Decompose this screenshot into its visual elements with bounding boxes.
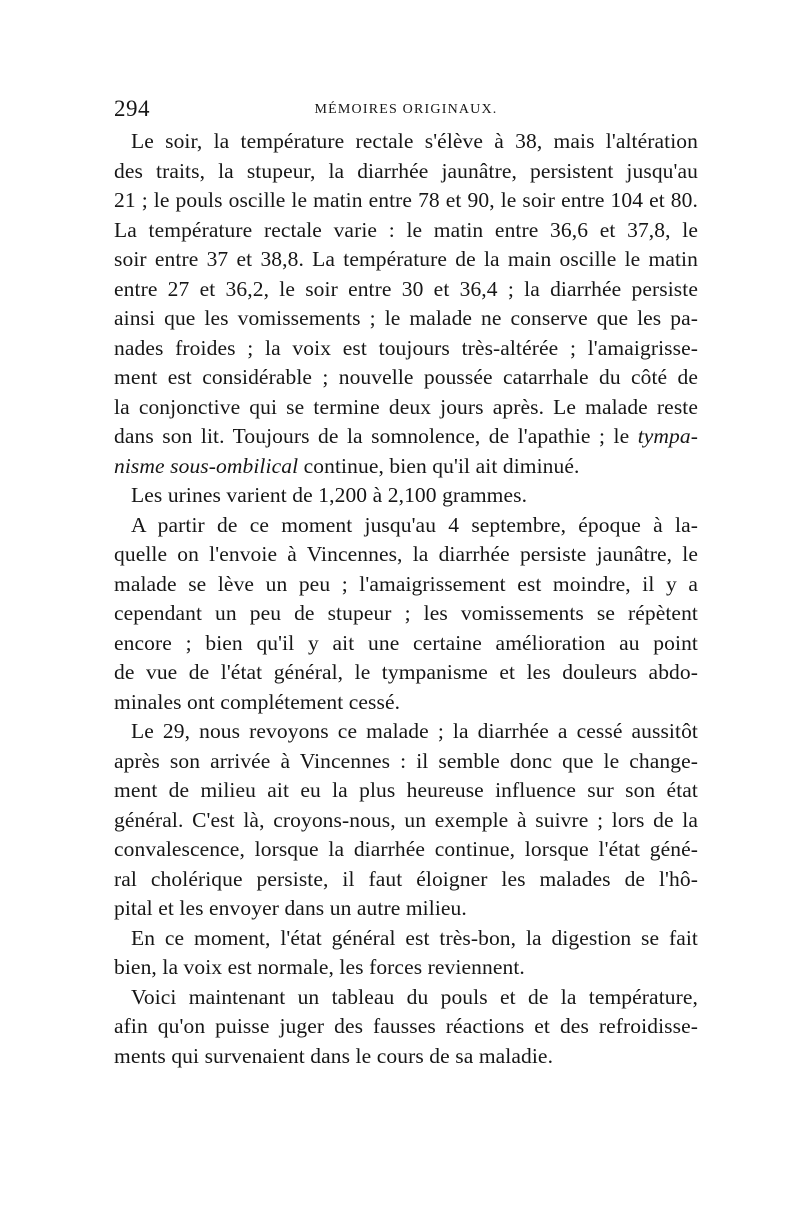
line-text: dans son lit. Toujours de la somnolence, de l'apathie ; le — [114, 424, 638, 448]
line-text: encore ; bien qu'il y ait une certaine amélioration au point — [114, 630, 698, 655]
paragraph — [114, 511, 698, 718]
text-line — [114, 688, 698, 718]
line-text: la conjonctive qui se termine deux jours après. Le malade reste — [114, 394, 698, 419]
text-line — [114, 481, 698, 511]
text-line — [114, 363, 698, 393]
text-line — [114, 540, 698, 570]
text-line — [114, 894, 698, 924]
line-text: 21 ; le pouls oscille le matin entre 78 et 90, le soir entre 104 et 80. — [114, 188, 698, 212]
text-line — [114, 570, 698, 600]
text-line — [114, 1012, 698, 1042]
text-line — [114, 629, 698, 659]
paragraph — [114, 127, 698, 481]
line-text: nades froides ; la voix est toujours très-altérée ; l'amaigrisse- — [114, 335, 698, 360]
italic-term: tympa- — [637, 424, 698, 448]
text-line — [114, 245, 698, 275]
line-text: entre 27 et 36,2, le soir entre 30 et 36,4 ; la diarrhée persiste — [114, 276, 698, 301]
text-line — [114, 747, 698, 777]
line-text: Le soir, la température rectale s'élève à 38, mais l'altération — [131, 129, 698, 153]
text-line — [114, 452, 698, 482]
text-line — [114, 806, 698, 836]
text-line — [114, 334, 698, 364]
paragraph — [114, 924, 698, 983]
line-text: malade se lève un peu ; l'amaigrissement est moindre, il y a — [114, 571, 698, 596]
text-line — [114, 924, 698, 954]
line-text: pital et les envoyer dans un autre milieu. — [114, 896, 467, 920]
body-text — [114, 127, 698, 1071]
text-line — [114, 658, 698, 688]
page-number: 294 — [114, 96, 150, 121]
text-line — [114, 865, 698, 895]
paragraph — [114, 481, 698, 511]
text-line — [114, 599, 698, 629]
text-line — [114, 717, 698, 747]
line-text: Voici maintenant un tableau du pouls et de la température, — [131, 984, 698, 1009]
line-text: bien, la voix est normale, les forces reviennent. — [114, 955, 525, 979]
text-line — [114, 393, 698, 423]
text-line — [114, 953, 698, 983]
running-head: MÉMOIRES ORIGINAUX. — [314, 102, 498, 117]
text-line — [114, 304, 698, 334]
paragraph — [114, 983, 698, 1072]
line-text: La température rectale varie : le matin entre 36,6 et 37,8, le — [114, 217, 698, 242]
text-line — [114, 216, 698, 246]
line-text: ment est considérable ; nouvelle poussée catarrhale du côté de — [114, 365, 698, 389]
line-text: des traits, la stupeur, la diarrhée jaunâtre, persistent jusqu'au — [114, 158, 698, 183]
line-text: afin qu'on puisse juger des fausses réactions et des refroidisse- — [114, 1014, 698, 1038]
text-line — [114, 1042, 698, 1072]
line-text: Le 29, nous revoyons ce malade ; la diarrhée a cessé aussitôt — [131, 719, 698, 743]
line-text: quelle on l'envoie à Vincennes, la diarrhée persiste jaunâtre, le — [114, 542, 698, 566]
line-text: En ce moment, l'état général est très-bon, la digestion se fait — [131, 925, 698, 950]
line-text: de vue de l'état général, le tympanisme et les douleurs abdo- — [114, 660, 698, 684]
line-text: après son arrivée à Vincennes : il semble donc que le change- — [114, 748, 698, 773]
line-text: ral cholérique persiste, il faut éloigner les malades de l'hô- — [114, 866, 698, 891]
line-text: A partir de ce moment jusqu'au 4 septembre, époque à la- — [131, 512, 698, 537]
line-text: ments qui survenaient dans le cours de sa maladie. — [114, 1043, 554, 1068]
line-text: continue, bien qu'il ait diminué. — [298, 453, 580, 478]
text-line — [114, 275, 698, 305]
text-line — [114, 776, 698, 806]
line-text: général. C'est là, croyons-nous, un exemple à suivre ; lors de la — [114, 807, 698, 832]
paragraph — [114, 717, 698, 924]
text-line — [114, 186, 698, 216]
line-text: ment de milieu ait eu la plus heureuse influence sur son état — [114, 778, 698, 802]
line-text: soir entre 37 et 38,8. La température de la main oscille le matin — [114, 247, 698, 271]
text-line — [114, 127, 698, 157]
page-header — [114, 96, 698, 126]
line-text: ainsi que les vomissements ; le malade ne conserve que les pa- — [114, 306, 698, 330]
line-text: minales ont complétement cessé. — [114, 689, 401, 714]
text-line — [114, 422, 698, 452]
text-line — [114, 983, 698, 1013]
line-text: Les urines varient de 1,200 à 2,100 grammes. — [131, 483, 528, 507]
text-line — [114, 157, 698, 187]
line-text: cependant un peu de stupeur ; les vomissements se répètent — [114, 601, 698, 625]
text-line — [114, 835, 698, 865]
line-text: convalescence, lorsque la diarrhée continue, lorsque l'état géné- — [114, 837, 698, 861]
italic-term: nisme sous-ombilical — [114, 453, 299, 478]
text-line — [114, 511, 698, 541]
